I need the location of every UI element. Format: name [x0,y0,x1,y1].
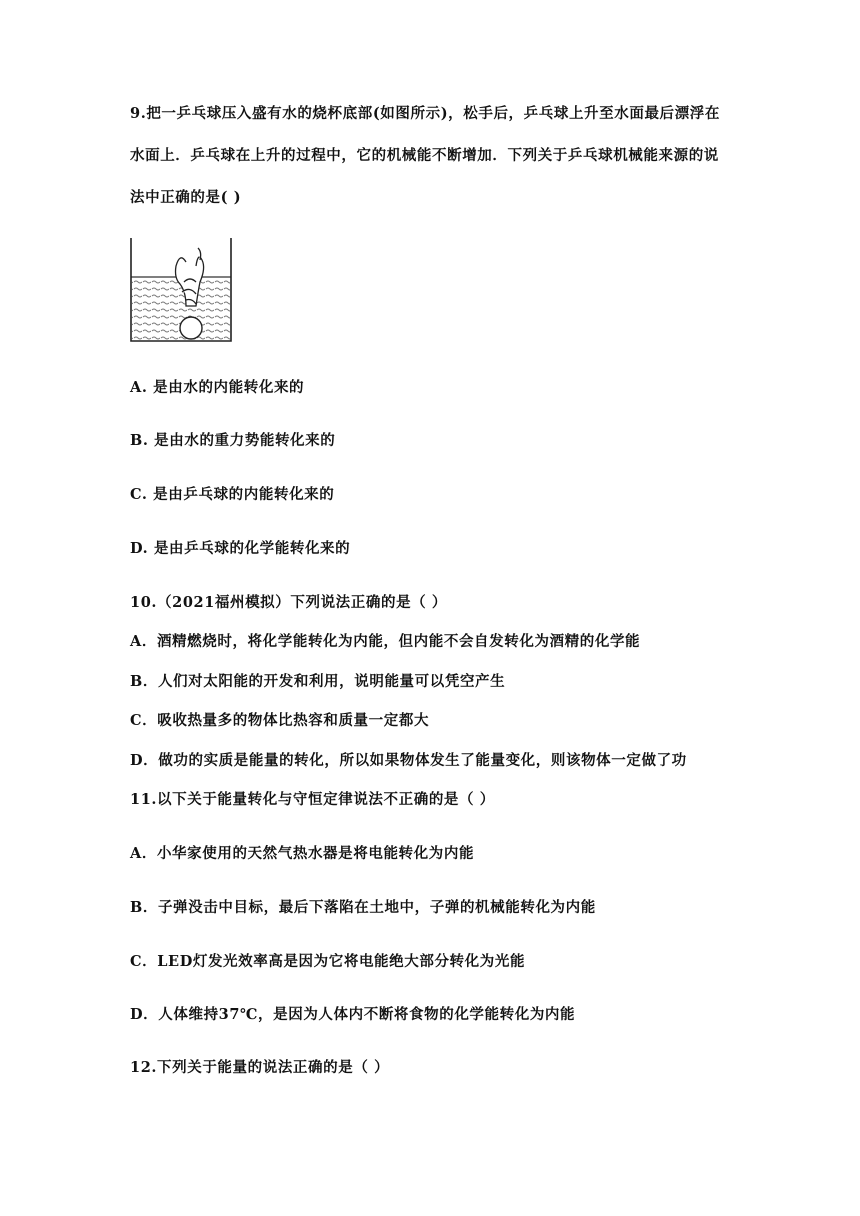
q10-option-d: D．做功的实质是能量的转化，所以如果物体发生了能量变化，则该物体一定做了功 [130,752,687,769]
q11-stem: 11.以下关于能量转化与守恒定律说法不正确的是（ ） [130,791,495,808]
q9-stem-line-1: 9.把一乒乓球压入盛有水的烧杯底部(如图所示)，松手后，乒乓球上升至水面最后漂浮在 [130,105,720,122]
q9-option-d: D. 是由乒乓球的化学能转化来的 [130,540,351,557]
q9-option-a: A. 是由水的内能转化来的 [130,379,305,396]
q9-stem-line-3: 法中正确的是( ) [130,189,242,206]
q11-option-b: B．子弹没击中目标，最后下落陷在土地中，子弹的机械能转化为内能 [130,899,596,916]
q9-option-c: C. 是由乒乓球的内能转化来的 [130,486,335,503]
q10-option-b: B．人们对太阳能的开发和利用，说明能量可以凭空产生 [130,673,506,690]
q11-option-d: D．人体维持37℃，是因为人体内不断将食物的化学能转化为内能 [130,1006,576,1023]
beaker-figure [124,236,236,346]
q11-option-c: C．LED灯发光效率高是因为它将电能绝大部分转化为光能 [130,953,526,970]
q10-stem: 10.（2021福州模拟）下列说法正确的是（ ） [130,594,448,611]
ping-pong-ball [180,317,202,339]
q9-stem-line-2: 水面上．乒乓球在上升的过程中，它的机械能不断增加．下列关于乒乓球机械能来源的说 [130,147,719,164]
q12-stem: 12.下列关于能量的说法正确的是（ ） [130,1059,390,1076]
q11-option-a: A．小华家使用的天然气热水器是将电能转化为内能 [130,845,475,862]
q10-option-a: A．酒精燃烧时，将化学能转化为内能，但内能不会自发转化为酒精的化学能 [130,633,641,650]
q9-option-b: B. 是由水的重力势能转化来的 [130,432,336,449]
q10-option-c: C．吸收热量多的物体比热容和质量一定都大 [130,712,430,729]
